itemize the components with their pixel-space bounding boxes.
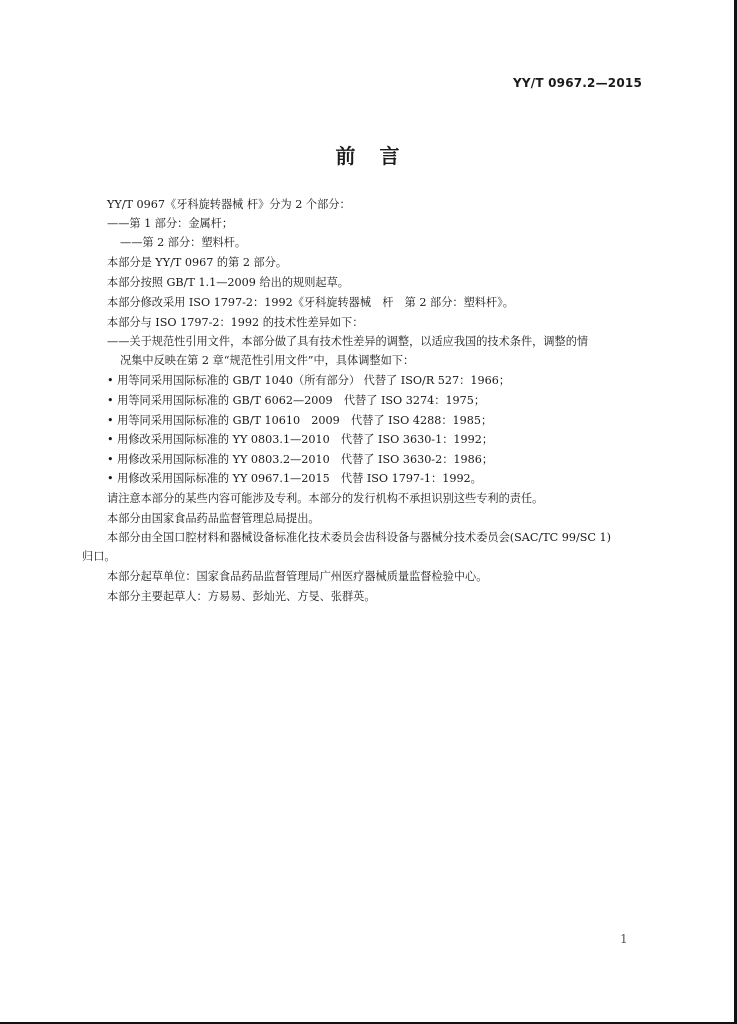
page-title: 前 言 (335, 144, 402, 168)
paragraph-drafting-unit: 本部分起草单位：国家食品药品监督管理局广州医疗器械质量监督检验中心。 (107, 570, 488, 583)
paragraph-intro: YY/T 0967《牙科旋转器械 杆》分为 2 个部分： (107, 198, 351, 211)
paragraph: 本部分与 ISO 1797-2：1992 的技术性差异如下： (107, 316, 364, 329)
list-item-part2: ——第 2 部分：塑料杆。 (120, 236, 247, 249)
bullet-item: • 用等同采用国际标准的 GB/T 1040（所有部分） 代替了 ISO/R 527：1966； (107, 374, 511, 387)
bullet-item: • 用等同采用国际标准的 GB/T 6062—2009 代替了 ISO 3274：1975； (107, 394, 486, 407)
paragraph: ——关于规范性引用文件，本部分做了具有技术性差异的调整，以适应我国的技术条件，调整的情 (107, 335, 589, 348)
bullet-item: • 用修改采用国际标准的 YY 0967.1—2015 代替 ISO 1797-1：1992。 (107, 472, 482, 485)
bullet-item: • 用修改采用国际标准的 YY 0803.1—2010 代替了 ISO 3630-1：1992； (107, 433, 494, 446)
paragraph: 本部分由国家食品药品监督管理总局提出。 (107, 512, 320, 525)
paragraph: 本部分修改采用 ISO 1797-2：1992《牙科旋转器械 杆 第 2 部分：塑料杆》。 (107, 296, 514, 309)
paragraph: 本部分按照 GB/T 1.1—2009 给出的规则起草。 (107, 276, 349, 289)
bullet-item: • 用修改采用国际标准的 YY 0803.2—2010 代替了 ISO 3630-2：1986； (107, 453, 494, 466)
paragraph: 本部分由全国口腔材料和器械设备标准化技术委员会齿科设备与器械分技术委员会(SAC/TC 99/SC 1) (107, 531, 612, 544)
list-item-part1: ——第 1 部分：金属杆； (107, 217, 234, 230)
paragraph-continuation: 归口。 (82, 550, 116, 563)
paragraph-patent-notice: 请注意本部分的某些内容可能涉及专利。本部分的发行机构不承担识别这些专利的责任。 (107, 492, 544, 505)
paragraph-continuation: 况集中反映在第 2 章“规范性引用文件”中，具体调整如下： (120, 354, 415, 367)
bullet-item: • 用等同采用国际标准的 GB/T 10610 2009 代替了 ISO 4288：1985； (107, 414, 493, 427)
paragraph-drafters: 本部分主要起草人：方易易、彭灿光、方旻、张群英。 (107, 590, 376, 603)
standard-code: YY/T 0967.2—2015 (512, 76, 642, 90)
paragraph: 本部分是 YY/T 0967 的第 2 部分。 (107, 256, 288, 269)
page-number: 1 (620, 932, 628, 946)
